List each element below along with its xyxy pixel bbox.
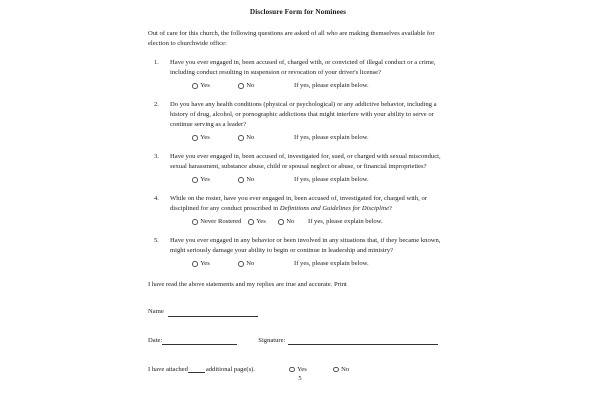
option-yes[interactable] <box>192 175 238 184</box>
radio-button-icon[interactable] <box>248 219 254 225</box>
option-label: No <box>246 176 255 184</box>
radio-button-icon[interactable] <box>289 367 295 373</box>
date-signature-row <box>148 336 448 345</box>
radio-button-icon[interactable] <box>238 177 244 183</box>
page-number: 5 <box>298 375 302 382</box>
page-title: Disclosure Form for Nominees <box>249 8 347 16</box>
answer-options-4 <box>170 217 448 226</box>
question-number: 4. <box>154 194 159 202</box>
question-number: 1. <box>154 59 159 67</box>
option-label: Yes <box>256 218 266 226</box>
option-no[interactable] <box>333 365 349 374</box>
attached-count-input[interactable] <box>188 366 205 373</box>
option-label: Never Rostered <box>200 218 242 226</box>
date-label: Date: <box>148 336 163 344</box>
radio-button-icon[interactable] <box>278 219 284 225</box>
radio-button-icon[interactable] <box>238 261 244 267</box>
attached-pages-row <box>148 365 448 374</box>
signature-label: Signature: <box>258 336 286 344</box>
option-yes[interactable] <box>192 133 238 142</box>
name-input[interactable] <box>168 310 258 317</box>
question-text: Do you have any health conditions (physical or psychological) or any addictive behavior, including a history of drug, alcohol, or pornographic addictions that might interfere with your ability to serve or continue serving as a leader? <box>170 101 437 128</box>
option-label: Yes <box>297 365 307 373</box>
answer-options-5 <box>170 259 448 268</box>
radio-button-icon[interactable] <box>238 83 244 89</box>
question-text: Have you ever engaged in any behavior or been involved in any situations that, if they became known, might seriously damage your ability to begin or continue in leadership and ministry? <box>170 236 441 254</box>
option-label: No <box>246 260 255 268</box>
explain-hint: If yes, please explain below. <box>294 134 369 142</box>
question-body <box>170 194 448 227</box>
questions-list <box>148 58 448 268</box>
question-text: Have you ever engaged in, been accused of, charged with, or convicted of illegal conduct or a crime, including conduct resulting in suspension or revocation of your driver's license? <box>170 59 436 76</box>
question-item-1 <box>148 58 448 91</box>
radio-button-icon[interactable] <box>192 261 198 267</box>
question-item-2 <box>148 100 448 142</box>
name-label: Name <box>148 308 164 316</box>
question-body <box>170 58 448 91</box>
answer-options-3 <box>170 175 448 184</box>
question-text <box>170 194 448 214</box>
option-label: Yes <box>200 134 210 142</box>
option-no[interactable] <box>238 81 294 90</box>
attached-options <box>289 365 349 374</box>
name-field-row <box>148 307 448 316</box>
radio-button-icon[interactable] <box>333 367 339 373</box>
attestation-text: I have read the above statements and my replies are true and accurate. Print <box>148 281 347 289</box>
explain-hint: If yes, please explain below. <box>294 260 369 268</box>
explain-hint: If yes, please explain below. <box>308 218 383 226</box>
question-text-italic: Definitions and Guidelines for Discipline <box>279 204 390 212</box>
radio-button-icon[interactable] <box>238 135 244 141</box>
option-yes[interactable] <box>289 365 333 374</box>
intro-paragraph: Out of care for this church, the following questions are asked of all who are making themselves available for election to churchwide office: <box>148 29 435 47</box>
option-yes[interactable] <box>192 81 238 90</box>
option-label: Yes <box>200 260 210 268</box>
question-body <box>170 100 448 142</box>
question-item-3 <box>148 152 448 185</box>
question-text-before: While on the roster, have you ever engaged in, been accused of, investigated for, charged with, or disciplined for any conduct proscribed in <box>170 194 427 212</box>
option-label: No <box>246 82 255 90</box>
option-never-rostered[interactable] <box>192 217 248 226</box>
question-text: Have you ever engaged in, been accused of, investigated for, sued, or charged with sexual misconduct, sexual harassment, substance abuse, child or spousal neglect or abuse, or financial improprieties? <box>170 152 441 170</box>
explain-hint: If yes, please explain below. <box>294 176 369 184</box>
option-label: Yes <box>200 176 210 184</box>
answer-options-1 <box>170 81 448 90</box>
option-label: No <box>286 218 295 226</box>
option-no[interactable] <box>238 133 294 142</box>
answer-options-2 <box>170 133 448 142</box>
option-no[interactable] <box>238 175 294 184</box>
option-label: Yes <box>200 82 210 90</box>
attached-label-after: additional page(s). <box>205 365 255 373</box>
explain-hint: If yes, please explain below. <box>294 82 369 90</box>
option-label: No <box>246 134 255 142</box>
question-number: 3. <box>154 152 159 160</box>
date-input[interactable] <box>162 338 237 345</box>
question-item-4 <box>148 194 448 227</box>
question-text-after: ? <box>389 204 392 212</box>
document-content <box>148 8 448 374</box>
radio-button-icon[interactable] <box>192 135 198 141</box>
option-yes[interactable] <box>248 217 278 226</box>
radio-button-icon[interactable] <box>192 83 198 89</box>
radio-button-icon[interactable] <box>192 177 198 183</box>
question-body <box>170 152 448 185</box>
signature-input[interactable] <box>288 338 438 345</box>
question-body <box>170 236 448 269</box>
option-yes[interactable] <box>192 259 238 268</box>
option-label: No <box>341 365 350 373</box>
option-no[interactable] <box>238 259 294 268</box>
question-item-5 <box>148 236 448 269</box>
option-no[interactable] <box>278 217 308 226</box>
attached-label-before: I have attached <box>148 365 188 373</box>
question-number: 5. <box>154 236 159 244</box>
radio-button-icon[interactable] <box>192 219 198 225</box>
question-number: 2. <box>154 101 159 109</box>
